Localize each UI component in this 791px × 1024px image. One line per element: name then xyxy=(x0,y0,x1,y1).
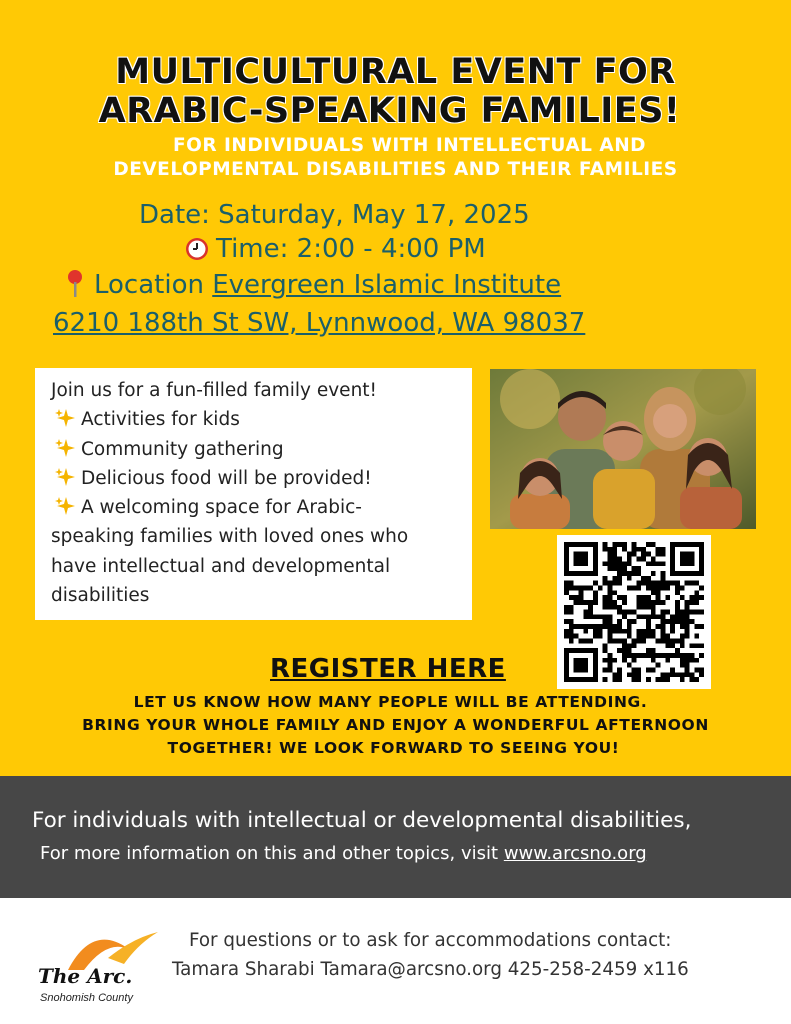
qr-code-icon xyxy=(564,542,704,682)
details-item-community: Community gathering xyxy=(81,438,284,460)
list-item xyxy=(51,464,472,493)
location-pin-icon xyxy=(64,269,86,299)
event-time-row xyxy=(184,232,486,266)
details-item-space-line1: A welcoming space for Arabic- xyxy=(81,497,362,519)
sparkles-icon xyxy=(55,438,75,458)
contact-line1: For questions or to ask for accommodations contact: xyxy=(189,930,672,951)
list-item xyxy=(51,405,472,434)
register-note-line2: BRING YOUR WHOLE FAMILY AND ENJOY A WONDERFUL AFTERNOON xyxy=(82,716,709,734)
event-title-line2: ARABIC-SPEAKING FAMILIES! xyxy=(98,91,681,131)
register-here-link[interactable]: REGISTER HERE xyxy=(270,654,506,684)
details-item-space-line2: speaking families with loved ones who xyxy=(51,526,409,548)
event-location-row xyxy=(64,268,561,302)
details-intro: Join us for a fun-filled family event! xyxy=(51,380,377,401)
info-band-prefix: For more information on this and other topics, visit xyxy=(40,843,504,864)
event-address-link[interactable]: 6210 188th St SW, Lynnwood, WA 98037 xyxy=(53,308,586,338)
website-link[interactable]: www.arcsno.org xyxy=(503,843,647,864)
event-subtitle-line1: FOR INDIVIDUALS WITH INTELLECTUAL AND xyxy=(172,135,647,156)
sparkles-icon xyxy=(55,496,75,516)
event-date: Date: Saturday, May 17, 2025 xyxy=(139,200,530,230)
details-item-food: Delicious food will be provided! xyxy=(81,467,372,489)
location-link[interactable]: Evergreen Islamic Institute xyxy=(212,270,562,300)
event-title-line1: MULTICULTURAL EVENT FOR xyxy=(115,52,676,92)
info-band-line2 xyxy=(40,843,647,864)
details-item-space-line3: have intellectual and developmental xyxy=(51,555,391,577)
info-band-line1: For individuals with intellectual or developmental disabilities, xyxy=(32,808,692,833)
register-note-line1: LET US KNOW HOW MANY PEOPLE WILL BE ATTENDING. xyxy=(133,693,648,711)
event-time: Time: 2:00 - 4:00 PM xyxy=(216,234,486,264)
family-photo xyxy=(490,369,756,529)
register-qr-code[interactable] xyxy=(557,535,711,689)
event-subtitle-line2: DEVELOPMENTAL DISABILITIES AND THEIR FAMILIES xyxy=(113,159,678,180)
arc-logo-name: The Arc. xyxy=(38,964,133,988)
details-item-space-line4: disabilities xyxy=(51,585,150,607)
list-item xyxy=(51,435,472,464)
location-label: Location xyxy=(94,270,213,300)
arc-logo-subtitle: Snohomish County xyxy=(40,992,133,1004)
details-item-activities: Activities for kids xyxy=(81,409,240,431)
list-item xyxy=(51,493,472,522)
details-box xyxy=(35,368,472,620)
sparkles-icon xyxy=(55,467,75,487)
register-note-line3: TOGETHER! WE LOOK FORWARD TO SEEING YOU! xyxy=(167,739,620,757)
info-band xyxy=(0,776,791,898)
contact-line2: Tamara Sharabi Tamara@arcsno.org 425-258-2459 x116 xyxy=(172,959,689,980)
alarm-clock-icon xyxy=(184,235,210,261)
sparkles-icon xyxy=(55,408,75,428)
